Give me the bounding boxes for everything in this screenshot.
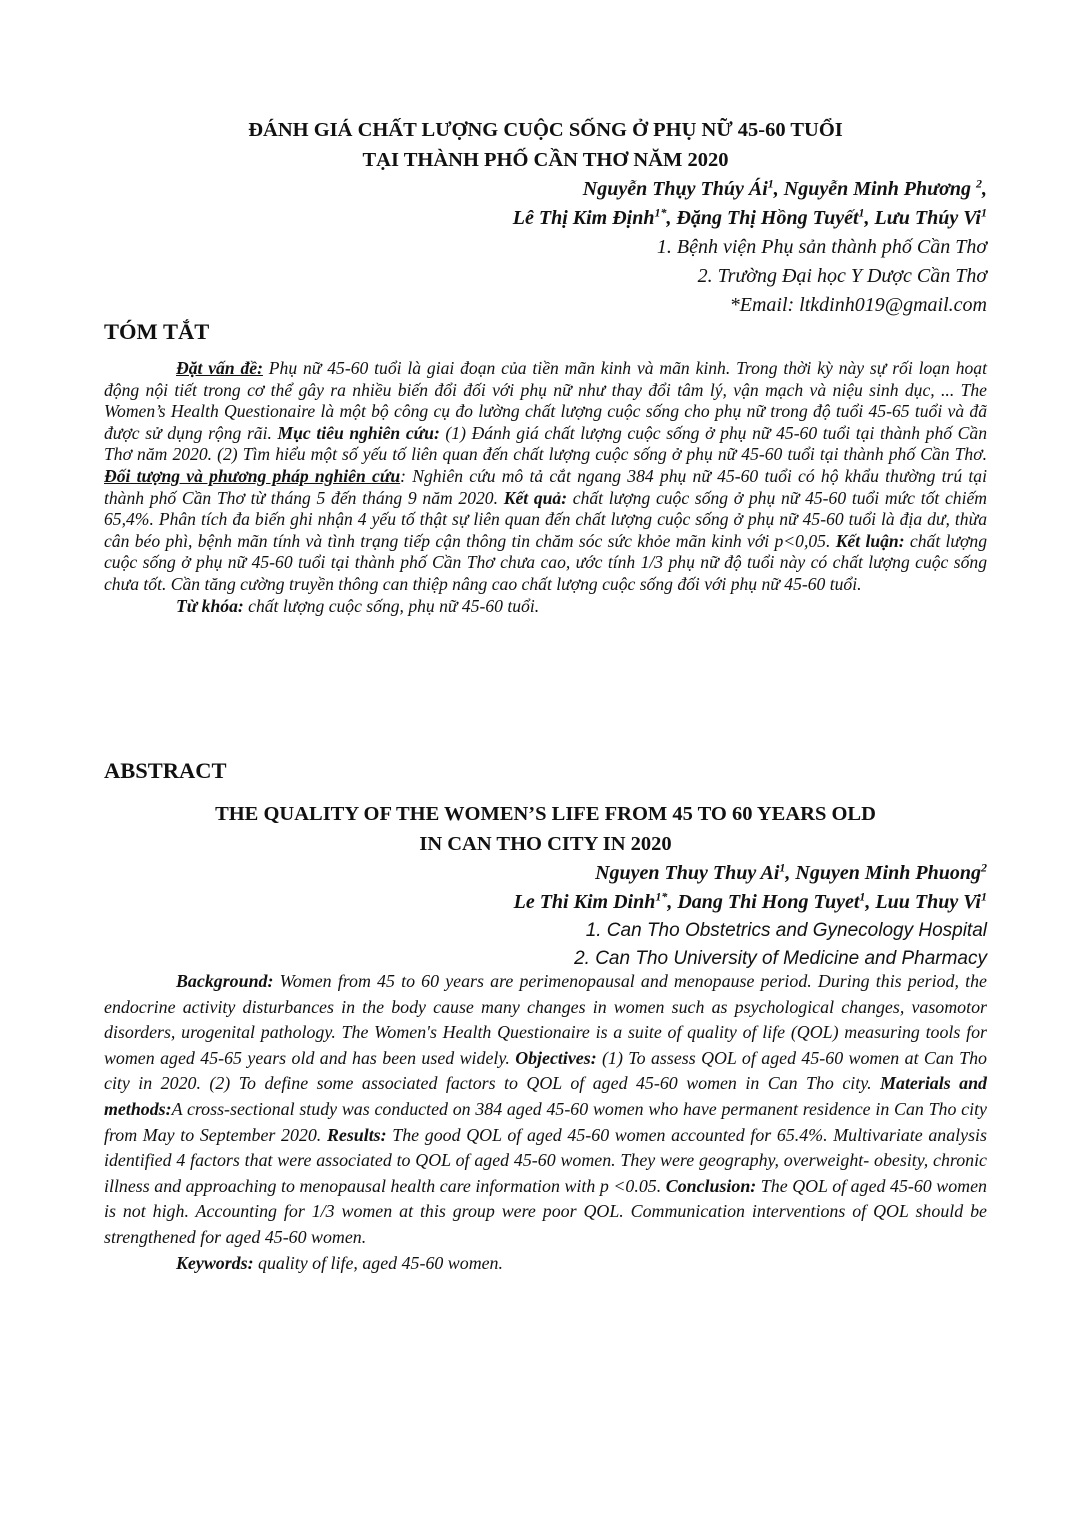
vi-summary-heading-wrap (104, 317, 987, 347)
en-abstract-heading: ABSTRACT (104, 758, 227, 783)
vi-results-label: Kết quả: (503, 487, 568, 508)
en-authors-line1: Nguyen Thuy Thuy Ai$^1$, Nguyen Minh Phuong$^2$ (595, 860, 987, 884)
vi-conclusion-text: chất lượng cuộc sống ở phụ nữ 45-60 tuổi tại thành phố Cần Thơ chưa cao, ước tính 1/3 phụ nữ độ tuổi này có chất lượng cuộc sống chưa tốt. Cần tăng cường truyền thông can thiệp nâng cao chất lượng cuộc sống đối với phụ nữ 45-60 tuổi. (104, 530, 988, 594)
vi-affiliation-2: 2. Trường Đại học Y Dược Cần Thơ (697, 265, 987, 287)
en-affiliation-1: 1. Can Tho Obstetrics and Gynecology Hospital (585, 920, 987, 941)
en-objectives-text: (1) To assess QOL of aged 45-60 women at Can Tho city in 2020. (2) To define some associated factors to QOL of aged 45-60 women in Can Tho city. (104, 1047, 987, 1094)
vi-summary (104, 358, 987, 617)
vi-authors-line1: Nguyễn Thụy Thúy $Ái^1$, Nguyễn Minh Phương $^2$, (582, 176, 987, 200)
en-abstract (104, 969, 987, 1276)
en-background-label: Background: (176, 971, 274, 991)
en-title-line1: THE QUALITY OF THE WOMEN’S LIFE FROM 45 TO 60 YEARS OLD (215, 803, 876, 825)
vi-summary-heading: TÓM TẮT (104, 319, 210, 344)
vi-methods-label: Đối tượng và phương pháp nghiên cứu (104, 465, 401, 486)
vi-keywords-text: chất lượng cuộc sống, phụ nữ 45-60 tuổi. (243, 595, 540, 616)
vi-objectives-text: (1) Đánh giá chất lượng cuộc sống ở phụ nữ 45-60 tuổi tại thành phố Cần Thơ năm 2020. (2) Tìm hiểu một số yếu tố liên quan đến chất lượng cuộc sống ở phụ nữ 45-60 tuổi tại thành phố Cần Thơ. (104, 422, 987, 465)
en-results-label: Results: (326, 1124, 387, 1145)
en-keywords (104, 1251, 987, 1277)
vi-affiliation-1: 1. Bệnh viện Phụ sản thành phố Cần Thơ (656, 236, 987, 258)
en-abstract-heading-wrap (104, 756, 987, 786)
vi-methods-text: : Nghiên cứu mô tả cắt ngang 384 phụ nữ 45-60 tuổi có hộ khẩu thường trú tại thành phố Cần Thơ từ tháng 5 đến tháng 9 năm 2020. (104, 465, 987, 508)
en-results-text: The good QOL of aged 45-60 women accounted for 65.4%. Multivariate analysis identified 4 factors that were associated to QOL of aged 45-60 women. They were geography, overweight- obesity, chronic illness and approaching to menopausal health care information with p <0.05. (104, 1124, 987, 1196)
vi-conclusion-label: Kết luận: (835, 530, 905, 551)
vi-summary-body (104, 358, 987, 596)
en-authors-line2: Le Thi Kim Dinh$^{1*}$, Dang Thi Hong Tuyet$^1$, Luu Thuy Vi$^1$ (513, 889, 987, 913)
en-conclusion-label: Conclusion: (665, 1175, 757, 1196)
vi-title-line1: ĐÁNH GIÁ CHẤT LƯỢNG CUỘC SỐNG Ở PHỤ NỮ 45-60 TUỔI (248, 119, 843, 141)
vi-authors-line2: Lê Thị Kim Định$^{1*}$, Đặng Thị Hồng Tuyết$^1$, Lưu Thúy Vi$^1$ (512, 205, 987, 229)
vi-background-text: Phụ nữ 45-60 tuổi là giai đoạn của tiền mãn kinh và mãn kinh. Trong thời kỳ này sự rối loạn hoạt động nội tiết trong cơ thể gây ra nhiều biến đổi đối với phụ nữ như thay đổi tâm lý, vận mạch và niệu sinh dục, ... The Women’s Health Questionaire là một bộ công cụ đo lường chất lượng cuộc sống cho phụ nữ trong độ tuổi 45-65 tuổi và đã được sử dụng rộng rãi. (104, 358, 987, 443)
en-author-block (104, 859, 987, 973)
en-methods-text: A cross-sectional study was conducted on 384 aged 45-60 women who have permanent residence in Can Tho city from May to September 2020. (104, 1098, 987, 1145)
en-title (104, 799, 987, 859)
vi-title (104, 115, 987, 175)
en-keywords-text: quality of life, aged 45-60 women. (253, 1252, 503, 1273)
vi-email: *Email: ltkdinh019@gmail.com (729, 294, 987, 316)
en-abstract-body (104, 969, 987, 1251)
en-background-text: Women from 45 to 60 years are perimenopausal and menopause period. During this period, the endocrine activity disturbances in the body cause many changes in women such as psychological changes, vasomotor disorders, urogenital pathology. The Women's Health Questionaire is a suite of quality of life (QOL) measuring tools for women aged 45-65 years old and has been used widely. (104, 971, 987, 1068)
en-title-line2: IN CAN THO CITY IN 2020 (419, 833, 672, 855)
vi-objectives-label: Mục tiêu nghiên cứu: (277, 422, 440, 443)
en-methods-label: Materials and methods: (104, 1073, 987, 1119)
vi-results-text: chất lượng cuộc sống ở phụ nữ 45-60 tuổi mức tốt chiếm 65,4%. Phân tích đa biến ghi nhận 4 yếu tố thật sự liên quan đến chất lượng cuộc sống ở phụ nữ 45-60 tuổi là địa dư, thừa cân béo phì, bệnh mãn tính và tình trạng tiếp cận thông tin chăm sóc sức khỏe mãn kinh với p<0,05. (104, 487, 987, 551)
vi-title-line2: TẠI THÀNH PHỐ CẦN THƠ NĂM 2020 (362, 149, 729, 171)
vi-background-label: Đặt vấn đề: (176, 358, 263, 378)
en-keywords-label: Keywords: (176, 1252, 254, 1273)
en-affiliation-2: 2. Can Tho University of Medicine and Pharmacy (574, 948, 987, 969)
en-objectives-label: Objectives: (515, 1047, 597, 1068)
en-conclusion-text: The QOL of aged 45-60 women is not high. Accounting for 1/3 women at this group were poor QOL. Communication interventions of QOL should be strengthened for aged 45-60 women. (104, 1175, 987, 1247)
vi-author-block (104, 175, 987, 320)
vi-keywords (104, 596, 987, 618)
vi-keywords-label: Từ khóa: (176, 595, 244, 616)
